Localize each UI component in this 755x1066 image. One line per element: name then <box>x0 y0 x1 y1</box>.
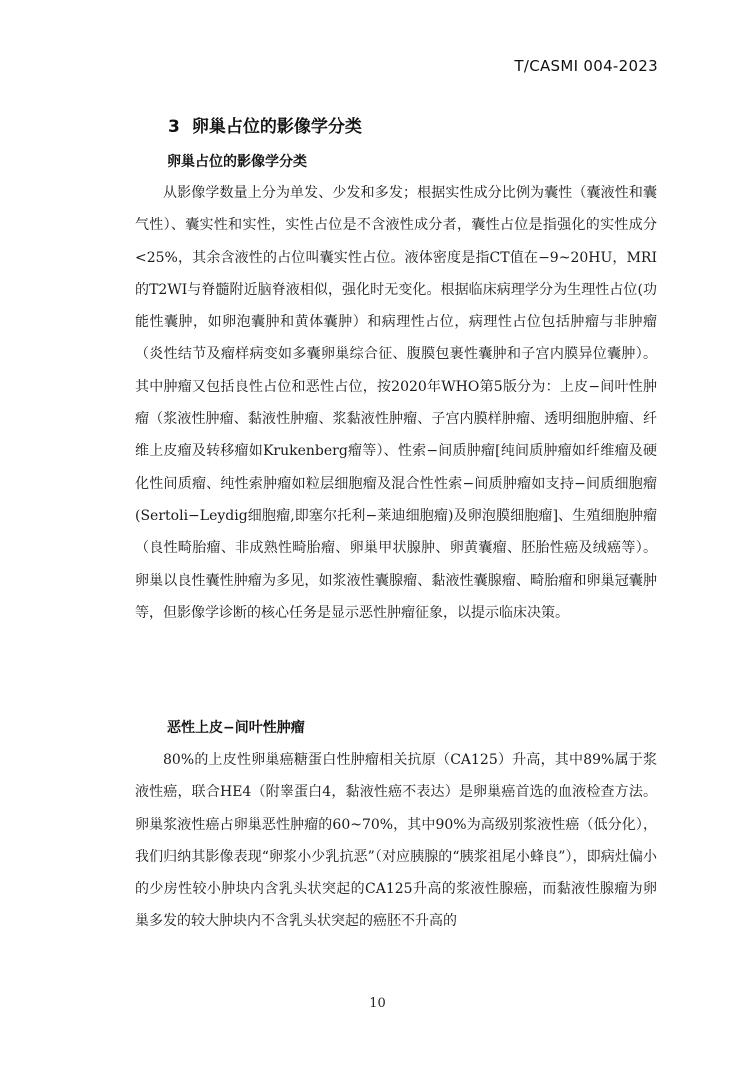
document-code: T/CASMI 004-2023 <box>514 57 658 75</box>
section-number: 3 <box>168 117 180 137</box>
subsection-heading-malignant-epithelial: 恶性上皮−间叶性肿瘤 <box>167 720 305 736</box>
section-heading <box>168 112 362 137</box>
paragraph-classification: 从影像学数量上分为单发、少发和多发；根据实性成分比例为囊性（囊液性和囊气性）、囊实性和实性，实性占位是不含液性成分者，囊性占位是指强化的实性成分<25%，其余含液性的占位叫囊实性占位。液体密度是指CT值在−9~20HU，MRI的T2WI与脊髓附近脑脊液相似，强化时无变化。根据临床病理学分为生理性占位(功能性囊肿，如卵泡囊肿和黄体囊肿）和病理性占位，病理性占位包括肿瘤与非肿瘤（炎性结节及瘤样病变如多囊卵巢综合征、腹膜包裹性囊肿和子宫内膜异位囊肿）。其中肿瘤又包括良性占位和恶性占位，按2020年WHO第5版分为：上皮−间叶性肿瘤（浆液性肿瘤、黏液性肿瘤、浆黏液性肿瘤、子宫内膜样肿瘤、透明细胞肿瘤、纤维上皮瘤及转移瘤如Krukenberg瘤等）、性索−间质肿瘤[纯间质肿瘤如纤维瘤及硬化性间质瘤、纯性索肿瘤如粒层细胞瘤及混合性性索−间质肿瘤如支持−间质细胞瘤(Sertoli−Leydig细胞瘤,即塞尔托利−莱迪细胞瘤)及卵泡膜细胞瘤]、生殖细胞肿瘤（良性畸胎瘤、非成熟性畸胎瘤、卵巢甲状腺肿、卵黄囊瘤、胚胎性癌及绒癌等）。卵巢以良性囊性肿瘤为多见，如浆液性囊腺瘤、黏液性囊腺瘤、畸胎瘤和卵巢冠囊肿等，但影像学诊断的核心任务是显示恶性肿瘤征象，以提示临床决策。 <box>135 185 657 621</box>
subsection-heading-classification: 卵巢占位的影像学分类 <box>167 154 307 170</box>
paragraph-malignant-epithelial: 80%的上皮性卵巢癌糖蛋白性肿瘤相关抗原（CA125）升高，其中89%属于浆液性癌，联合HE4（附睾蛋白4，黏液性癌不表达）是卵巢癌首选的血液检查方法。卵巢浆液性癌占卵巢恶性肿瘤的60~70%，其中90%为高级别浆液性癌（低分化），我们归纳其影像表现“卵浆小少乳抗恶”（对应胰腺的“胰浆祖尾小蜂良”），即病灶偏小的少房性较小肿块内含乳头状突起的CA125升高的浆液性腺癌，而黏液性腺瘤为卵巢多发的较大肿块内不含乳头状突起的癌胚不升高的 <box>135 752 657 930</box>
page-number: 10 <box>369 996 386 1011</box>
section-title-text: 卵巢占位的影像学分类 <box>191 117 362 137</box>
